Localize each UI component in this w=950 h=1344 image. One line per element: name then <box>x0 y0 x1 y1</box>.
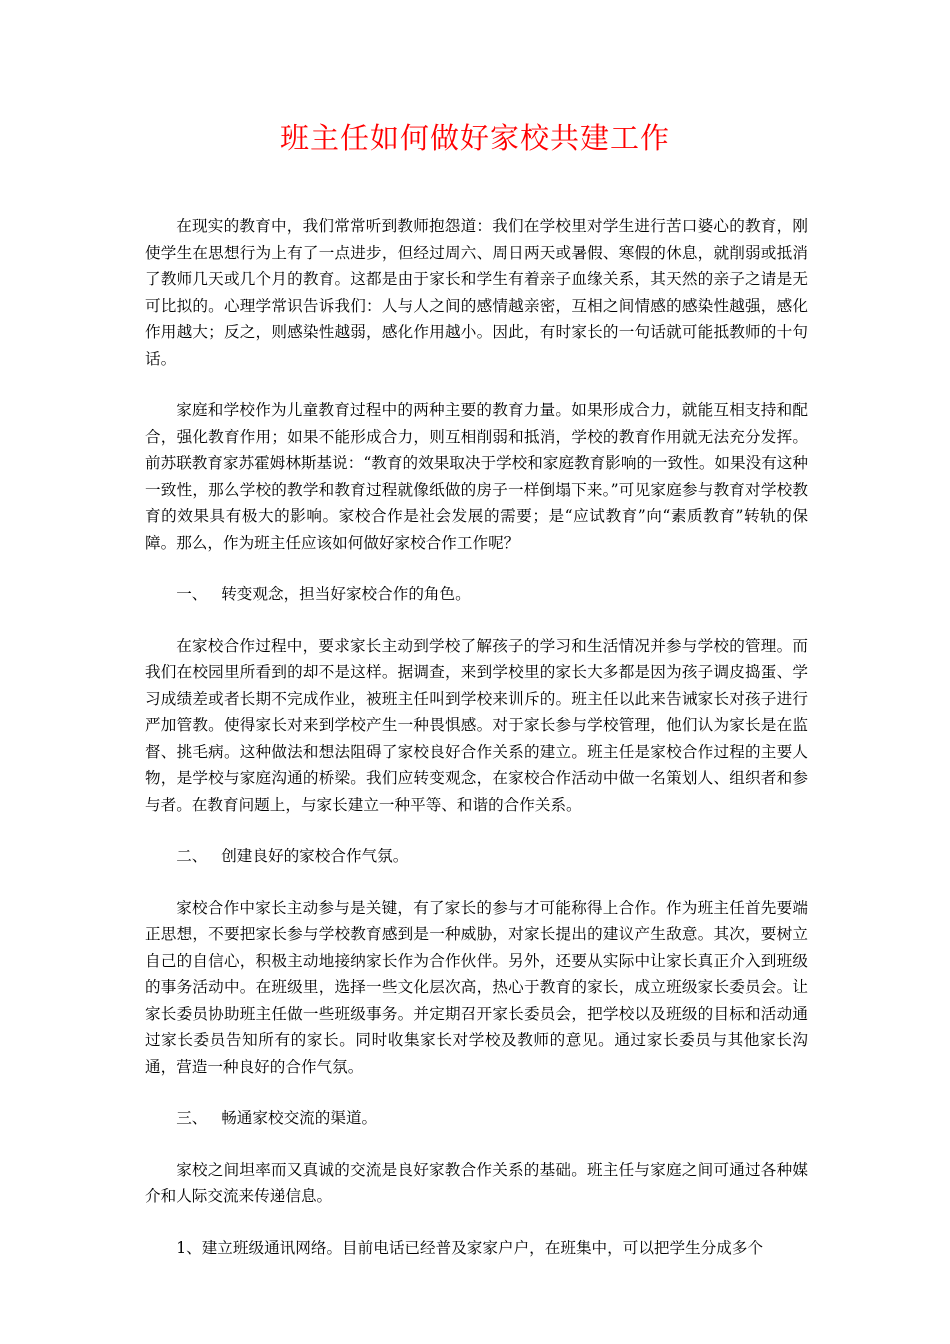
section-heading-2 <box>145 843 808 870</box>
paragraph-section-3: 家校之间坦率而又真诚的交流是良好家教合作关系的基础。班主任与家庭之间可通过各种媒介和人际交流来传递信息。 <box>145 1160 808 1205</box>
document-body <box>145 213 808 1286</box>
section-heading-1 <box>145 581 808 608</box>
section-heading-text: 转变观念，担当好家校合作的角色。 <box>221 585 471 603</box>
document-title: 班主任如何做好家校共建工作 <box>279 121 670 155</box>
paragraph-section-1: 在家校合作过程中，要求家长主动到学校了解孩子的学习和生活情况并参与学校的管理。而我们在校园里所看到的却不是这样。据调查，来到学校里的家长大多都是因为孩子调皮捣蛋、学习成绩差或者长期不完成作业，被班主任叫到学校来训斥的。班主任以此来告诫家长对孩子进行严加管教。使得家长对来到学校产生一种畏惧感。对于家长参与学校管理，他们认为家长是在监督、挑毛病。这种做法和想法阻碍了家校良好合作关系的建立。班主任是家校合作过程的主要人物，是学校与家庭沟通的桥梁。我们应转变观念，在家校合作活动中做一名策划人、组织者和参与者。在教育问题上，与家长建立一种平等、和谐的合作关系。 <box>145 636 808 814</box>
section-number: 二、 <box>176 847 208 865</box>
paragraph-family-school: 家庭和学校作为儿童教育过程中的两种主要的教育力量。如果形成合力，就能互相支持和配合，强化教育作用；如果不能形成合力，则互相削弱和抵消，学校的教育作用就无法充分发挥。前苏联教育家苏霍姆林斯基说：“教育的效果取决于学校和家庭教育影响的一致性。如果没有这种一致性，那么学校的教学和教育过程就像纸做的房子一样倒塌下来。”可见家庭参与教育对学校教育的效果具有极大的影响。家校合作是社会发展的需要；是“应试教育”向“素质教育”转轨的保障。那么，作为班主任应该如何做好家校合作工作呢？ <box>145 401 808 552</box>
section-number: 三、 <box>176 1109 208 1127</box>
section-number: 一、 <box>176 585 208 603</box>
paragraph-intro: 在现实的教育中，我们常常听到教师抱怨道：我们在学校里对学生进行苦口婆心的教育，刚使学生在思想行为上有了一点进步，但经过周六、周日两天或暑假、寒假的休息，就削弱或抵消了教师几天或几个月的教育。这都是由于家长和学生有着亲子血缘关系，其天然的亲子之请是无可比拟的。心理学常识告诉我们：人与人之间的感情越亲密，互相之间情感的感染性越强，感化作用越大；反之，则感染性越弱，感化作用越小。因此，有时家长的一句话就可能抵教师的十句话。 <box>145 217 808 368</box>
section-heading-3 <box>145 1105 808 1132</box>
section-heading-text: 创建良好的家校合作气氛。 <box>221 847 409 865</box>
paragraph-item-1: 1、建立班级通讯网络。目前电话已经普及家家户户，在班集中，可以把学生分成多个 <box>176 1238 764 1257</box>
section-heading-text: 畅通家校交流的渠道。 <box>221 1109 378 1127</box>
paragraph-section-2: 家校合作中家长主动参与是关键，有了家长的参与才可能称得上合作。作为班主任首先要端正思想，不要把家长参与学校教育感到是一种威胁，对家长提出的建议产生敌意。其次，要树立自己的自信心，积极主动地接纳家长作为合作伙伴。另外，还要从实际中让家长真正介入到班级的事务活动中。在班级里，选择一些文化层次高，热心于教育的家长，成立班级家长委员会。让家长委员协助班主任做一些班级事务。并定期召开家长委员会，把学校以及班级的目标和活动通过家长委员告知所有的家长。同时收集家长对学校及教师的意见。通过家长委员与其他家长沟通，营造一种良好的合作气氛。 <box>145 898 808 1076</box>
